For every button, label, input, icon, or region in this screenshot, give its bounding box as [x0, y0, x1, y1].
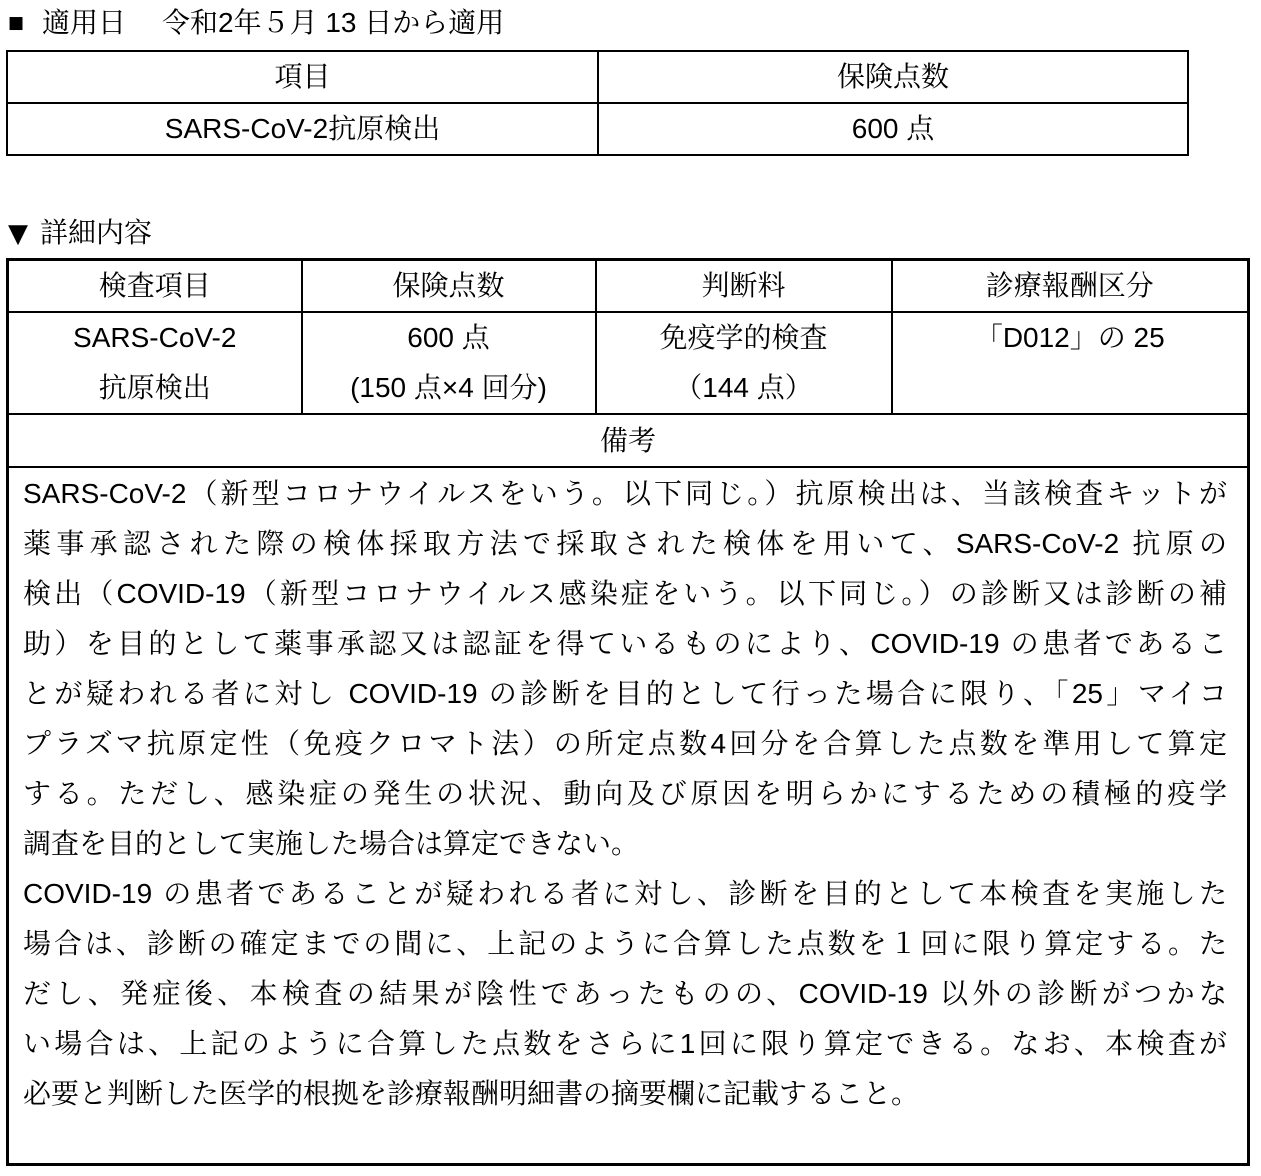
insurance-points-line: (150 点×4 回分): [350, 372, 547, 403]
header-test-item: 検査項目: [8, 260, 302, 313]
fee-category-line: 「D012」の 25: [974, 322, 1165, 353]
test-item-line: SARS-CoV-2: [73, 322, 237, 353]
fee-category-cell: [892, 312, 1249, 414]
summary-item-cell: SARS-CoV-2抗原検出: [7, 103, 598, 155]
remarks-header-row: [8, 414, 1249, 467]
remarks-line: 薬事承認された際の検体採取方法で採取された検体を用いて、SARS-CoV-2 抗原の: [23, 528, 1227, 559]
summary-table: [6, 50, 1189, 156]
remarks-line: SARS-CoV-2（新型コロナウイルスをいう。以下同じ。）抗原検出は、当該検査キットが: [23, 478, 1227, 509]
judgment-fee-line: （144 点）: [674, 372, 813, 403]
remarks-heading: 備考: [8, 414, 1249, 467]
remarks-line: 検出（COVID-19（新型コロナウイルス感染症をいう。以下同じ。）の診断又は診断の補: [23, 578, 1227, 609]
applicable-date-label: 適用日: [42, 7, 127, 38]
insurance-points-cell: [302, 312, 596, 414]
remarks-line: 助）を目的として薬事承認又は認証を得ているものにより、COVID-19 の患者であるこ: [23, 628, 1227, 659]
judgment-fee-cell: [596, 312, 892, 414]
summary-header-row: [7, 51, 1188, 103]
details-data-row: [8, 312, 1249, 414]
details-header-row: [8, 260, 1249, 313]
header-fee-category: 診療報酬区分: [892, 260, 1249, 313]
down-triangle-icon: ▼: [8, 219, 28, 249]
judgment-fee-line: 免疫学的検査: [659, 322, 828, 353]
remarks-line: い場合は、上記のように合算した点数をさらに1回に限り算定できる。なお、本検査が: [23, 1028, 1227, 1059]
remarks-line: だし、発症後、本検査の結果が陰性であったものの、COVID-19 以外の診断がつかな: [23, 978, 1227, 1009]
square-bullet-icon: ■: [8, 13, 25, 33]
remarks-line: COVID-19 の患者であることが疑われる者に対し、診断を目的として本検査を実施した: [23, 878, 1227, 909]
remarks-line: 必要と判断した医学的根拠を診療報酬明細書の摘要欄に記載すること。: [23, 1078, 920, 1109]
remarks-text: [8, 467, 1249, 1165]
summary-header-points: 保険点数: [598, 51, 1188, 103]
details-heading: [8, 210, 152, 256]
remarks-line: する。ただし、感染症の発生の状況、動向及び原因を明らかにするための積極的疫学: [23, 778, 1227, 809]
insurance-points-line: 600 点: [407, 322, 490, 353]
applicable-date-line: [8, 0, 504, 46]
remarks-line: プラズマ抗原定性（免疫クロマト法）の所定点数4回分を合算した点数を準用して算定: [23, 728, 1227, 759]
summary-points-cell: 600 点: [598, 103, 1188, 155]
remarks-line: とが疑われる者に対し COVID-19 の診断を目的として行った場合に限り、「25」マイコ: [23, 678, 1227, 709]
header-judgment-fee: 判断料: [596, 260, 892, 313]
header-insurance-points: 保険点数: [302, 260, 596, 313]
remarks-line: 場合は、診断の確定までの間に、上記のように合算した点数を１回に限り算定する。た: [23, 928, 1227, 959]
test-item-line: 抗原検出: [98, 372, 211, 403]
remarks-body-row: [8, 467, 1249, 1165]
applicable-date-value: 令和2年５月 13 日から適用: [162, 7, 505, 38]
summary-row: [7, 103, 1188, 155]
details-heading-text: 詳細内容: [40, 217, 153, 248]
details-table: [6, 258, 1250, 1166]
test-item-cell: [8, 312, 302, 414]
summary-header-item: 項目: [7, 51, 598, 103]
remarks-line: 調査を目的として実施した場合は算定できない。: [23, 828, 640, 859]
